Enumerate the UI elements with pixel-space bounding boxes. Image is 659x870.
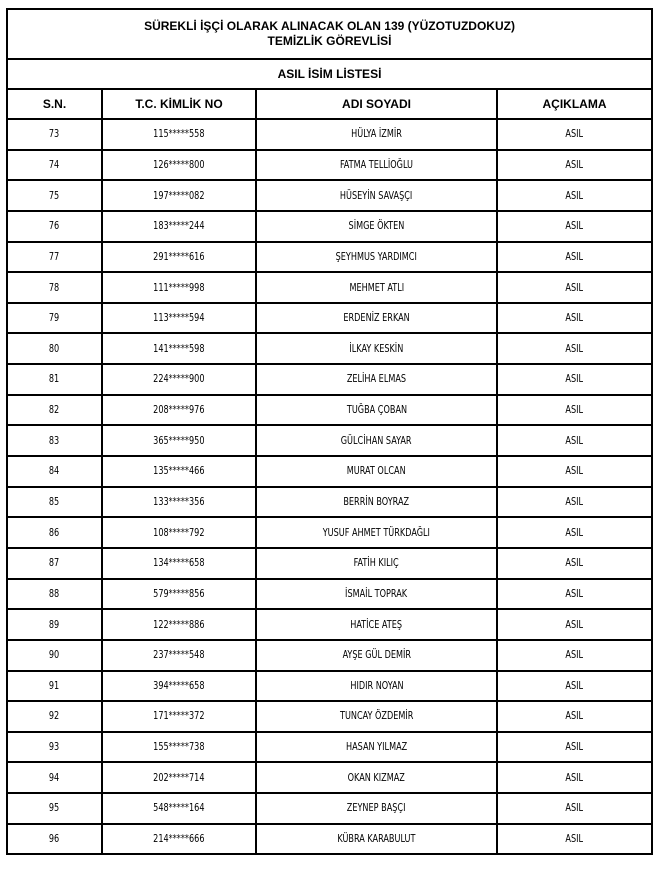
cell-sn-text: 79 — [49, 312, 60, 325]
cell-note-text: ASIL — [565, 434, 584, 447]
cell-note — [497, 609, 652, 640]
cell-note-text: ASIL — [565, 342, 584, 355]
cell-sn-text: 73 — [49, 128, 60, 141]
cell-note-text: ASIL — [565, 158, 584, 171]
cell-tc-no — [102, 609, 256, 640]
cell-sn — [7, 517, 102, 548]
cell-tc-no — [102, 333, 256, 364]
cell-note-text: ASIL — [565, 649, 584, 662]
title-line-2: TEMİZLİK GÖREVLİSİ — [267, 34, 392, 48]
cell-sn — [7, 180, 102, 211]
cell-name-text: ZELİHA ELMAS — [346, 373, 407, 386]
cell-tc-no — [102, 579, 256, 610]
cell-name — [256, 272, 497, 303]
table-row — [7, 303, 652, 334]
cell-note — [497, 364, 652, 395]
cell-tc-no-text: 394*****658 — [153, 679, 205, 692]
cell-sn — [7, 701, 102, 732]
cell-sn — [7, 395, 102, 426]
cell-note — [497, 762, 652, 793]
cell-tc-no-text: 365*****950 — [153, 434, 205, 447]
cell-sn-text: 85 — [49, 496, 60, 508]
cell-tc-no-text: 111*****998 — [153, 281, 205, 294]
cell-sn — [7, 824, 102, 855]
cell-sn — [7, 487, 102, 518]
table-row — [7, 456, 652, 487]
cell-sn-text: 76 — [49, 220, 60, 233]
header-note: AÇIKLAMA — [497, 89, 652, 119]
candidate-list-table — [6, 8, 653, 855]
cell-name-text: GÜLCİHAN SAYAR — [341, 434, 412, 447]
cell-note-text: ASIL — [565, 250, 584, 263]
cell-tc-no-text: 548*****164 — [153, 802, 205, 815]
cell-note — [497, 824, 652, 855]
cell-note — [497, 333, 652, 364]
cell-tc-no — [102, 242, 256, 273]
cell-name-text: FATİH KILIÇ — [353, 557, 400, 570]
cell-tc-no-text: 122*****886 — [153, 618, 205, 631]
cell-note — [497, 303, 652, 334]
cell-sn-text: 84 — [49, 465, 60, 478]
cell-tc-no — [102, 793, 256, 824]
cell-tc-no — [102, 180, 256, 211]
cell-note — [497, 671, 652, 702]
cell-name-text: FATMA TELLİOĞLU — [339, 158, 414, 171]
cell-name — [256, 119, 497, 150]
subtitle-row — [7, 59, 652, 89]
table-row — [7, 425, 652, 456]
table-row — [7, 671, 652, 702]
cell-tc-no — [102, 150, 256, 181]
cell-name — [256, 824, 497, 855]
cell-name — [256, 762, 497, 793]
cell-tc-no-text: 224*****900 — [153, 373, 205, 386]
table-row — [7, 487, 652, 518]
cell-note — [497, 180, 652, 211]
cell-sn-text: 95 — [49, 802, 60, 815]
cell-tc-no-text: 141*****598 — [153, 342, 205, 355]
cell-sn — [7, 609, 102, 640]
cell-name-text: HÜLYA İZMİR — [351, 128, 402, 141]
table-row — [7, 364, 652, 395]
cell-name-text: İLKAY KESKİN — [349, 342, 404, 355]
cell-note-text: ASIL — [565, 128, 584, 141]
cell-note-text: ASIL — [565, 465, 584, 478]
cell-name-text: HIDIR NOYAN — [349, 679, 404, 692]
cell-note-text: ASIL — [565, 587, 584, 600]
cell-note — [497, 119, 652, 150]
cell-note — [497, 701, 652, 732]
cell-tc-no — [102, 119, 256, 150]
cell-tc-no — [102, 211, 256, 242]
cell-name — [256, 242, 497, 273]
cell-name — [256, 303, 497, 334]
cell-tc-no — [102, 456, 256, 487]
cell-sn-text: 75 — [49, 189, 60, 202]
cell-sn — [7, 119, 102, 150]
cell-note — [497, 732, 652, 763]
document-title — [7, 9, 652, 59]
cell-note — [497, 517, 652, 548]
title-line-1: SÜREKLİ İŞÇİ OLARAK ALINACAK OLAN 139 (YÜZOTUZDOKUZ) — [144, 19, 515, 33]
cell-note — [497, 793, 652, 824]
cell-name-text: KÜBRA KARABULUT — [337, 833, 416, 846]
cell-tc-no — [102, 517, 256, 548]
cell-note — [497, 579, 652, 610]
table-row — [7, 701, 652, 732]
table-row — [7, 579, 652, 610]
cell-note-text: ASIL — [565, 404, 584, 417]
cell-name-text: HÜSEYİN SAVAŞÇI — [340, 189, 413, 202]
cell-note — [497, 640, 652, 671]
cell-sn — [7, 333, 102, 364]
cell-sn-text: 92 — [49, 710, 60, 723]
cell-note — [497, 456, 652, 487]
cell-sn — [7, 242, 102, 273]
list-subtitle: ASIL İSİM LİSTESİ — [7, 59, 652, 89]
cell-sn — [7, 211, 102, 242]
cell-tc-no — [102, 701, 256, 732]
cell-tc-no-text: 197*****082 — [153, 189, 205, 202]
header-name: ADI SOYADI — [256, 89, 497, 119]
cell-sn-text: 86 — [49, 526, 60, 539]
cell-tc-no-text: 579*****856 — [153, 587, 205, 600]
table-row — [7, 762, 652, 793]
cell-sn — [7, 762, 102, 793]
cell-name — [256, 793, 497, 824]
cell-sn-text: 94 — [49, 771, 60, 784]
cell-tc-no — [102, 671, 256, 702]
cell-sn — [7, 364, 102, 395]
cell-name-text: HASAN YILMAZ — [345, 741, 408, 754]
table-row — [7, 793, 652, 824]
cell-tc-no-text: 133*****356 — [153, 496, 205, 508]
title-row — [7, 9, 652, 59]
table-row — [7, 824, 652, 855]
cell-note — [497, 425, 652, 456]
cell-sn — [7, 793, 102, 824]
cell-sn — [7, 640, 102, 671]
cell-tc-no — [102, 425, 256, 456]
cell-name — [256, 456, 497, 487]
cell-sn — [7, 671, 102, 702]
cell-sn-text: 78 — [49, 281, 60, 294]
cell-sn-text: 89 — [49, 618, 60, 631]
cell-name-text: OKAN KIZMAZ — [347, 771, 406, 784]
cell-sn-text: 77 — [49, 250, 60, 263]
cell-note-text: ASIL — [565, 618, 584, 631]
cell-sn-text: 96 — [49, 833, 60, 846]
cell-name-text: İSMAİL TOPRAK — [345, 587, 408, 600]
cell-name — [256, 732, 497, 763]
cell-name — [256, 395, 497, 426]
cell-tc-no-text: 183*****244 — [153, 220, 205, 233]
table-row — [7, 272, 652, 303]
cell-name-text: MEHMET ATLI — [349, 281, 404, 294]
cell-name — [256, 425, 497, 456]
cell-name — [256, 364, 497, 395]
cell-sn-text: 91 — [49, 679, 60, 692]
cell-sn — [7, 456, 102, 487]
cell-note-text: ASIL — [565, 557, 584, 570]
cell-note-text: ASIL — [565, 741, 584, 754]
table-row — [7, 395, 652, 426]
cell-tc-no-text: 208*****976 — [153, 404, 205, 417]
cell-sn-text: 88 — [49, 587, 60, 600]
table-row — [7, 211, 652, 242]
cell-note-text: ASIL — [565, 771, 584, 784]
table-row — [7, 609, 652, 640]
cell-name-text: ERDENİZ ERKAN — [343, 312, 410, 325]
cell-sn-text: 83 — [49, 434, 60, 447]
table-body — [7, 119, 652, 854]
cell-sn-text: 93 — [49, 741, 60, 754]
cell-tc-no-text: 135*****466 — [153, 465, 205, 478]
cell-tc-no-text: 202*****714 — [153, 771, 205, 784]
cell-name-text: HATİCE ATEŞ — [350, 618, 403, 631]
cell-sn-text: 82 — [49, 404, 60, 417]
cell-name-text: ZEYNEP BAŞÇI — [347, 802, 406, 815]
table-row — [7, 150, 652, 181]
cell-name — [256, 333, 497, 364]
cell-name-text: TUĞBA ÇOBAN — [346, 404, 407, 417]
cell-name-text: MURAT OLCAN — [347, 465, 406, 478]
table-row — [7, 180, 652, 211]
cell-note-text: ASIL — [565, 679, 584, 692]
cell-note-text: ASIL — [565, 526, 584, 539]
cell-tc-no-text: 291*****616 — [153, 250, 205, 263]
cell-sn-text: 87 — [49, 557, 60, 570]
table-row — [7, 517, 652, 548]
cell-name — [256, 487, 497, 518]
header-sn: S.N. — [7, 89, 102, 119]
cell-name-text: SİMGE ÖKTEN — [348, 220, 405, 233]
cell-tc-no-text: 237*****548 — [153, 649, 205, 662]
cell-note-text: ASIL — [565, 281, 584, 294]
cell-name — [256, 548, 497, 579]
cell-note-text: ASIL — [565, 833, 584, 846]
cell-note — [497, 487, 652, 518]
cell-name — [256, 150, 497, 181]
cell-name — [256, 701, 497, 732]
cell-name-text: YUSUF AHMET TÜRKDAĞLI — [322, 526, 431, 539]
cell-sn — [7, 150, 102, 181]
cell-tc-no-text: 113*****594 — [153, 312, 205, 325]
cell-tc-no — [102, 824, 256, 855]
cell-tc-no — [102, 762, 256, 793]
cell-sn — [7, 303, 102, 334]
table-row — [7, 732, 652, 763]
cell-note-text: ASIL — [565, 710, 584, 723]
cell-sn — [7, 425, 102, 456]
cell-note — [497, 272, 652, 303]
cell-name-text: AYŞE GÜL DEMİR — [342, 649, 411, 662]
header-row — [7, 89, 652, 119]
cell-tc-no — [102, 640, 256, 671]
cell-name-text: BERRİN BOYRAZ — [343, 496, 410, 508]
table-row — [7, 242, 652, 273]
cell-note — [497, 211, 652, 242]
cell-note — [497, 150, 652, 181]
cell-tc-no — [102, 732, 256, 763]
cell-tc-no — [102, 364, 256, 395]
cell-name — [256, 180, 497, 211]
cell-note — [497, 242, 652, 273]
cell-name — [256, 640, 497, 671]
cell-note-text: ASIL — [565, 373, 584, 386]
cell-sn — [7, 548, 102, 579]
cell-note — [497, 395, 652, 426]
cell-tc-no-text: 108*****792 — [153, 526, 205, 539]
cell-tc-no-text: 214*****666 — [153, 833, 205, 846]
cell-name — [256, 211, 497, 242]
cell-tc-no — [102, 548, 256, 579]
cell-tc-no — [102, 303, 256, 334]
cell-tc-no-text: 171*****372 — [153, 710, 205, 723]
cell-tc-no — [102, 272, 256, 303]
cell-name — [256, 671, 497, 702]
cell-note-text: ASIL — [565, 802, 584, 815]
header-tc-no: T.C. KİMLİK NO — [102, 89, 256, 119]
cell-tc-no-text: 155*****738 — [153, 741, 205, 754]
table-row — [7, 548, 652, 579]
cell-tc-no — [102, 395, 256, 426]
cell-sn-text: 90 — [49, 649, 60, 662]
cell-sn — [7, 579, 102, 610]
cell-tc-no — [102, 487, 256, 518]
cell-name — [256, 579, 497, 610]
cell-note-text: ASIL — [565, 312, 584, 325]
cell-note-text: ASIL — [565, 189, 584, 202]
cell-note-text: ASIL — [565, 220, 584, 233]
cell-tc-no-text: 134*****658 — [153, 557, 205, 570]
cell-tc-no-text: 126*****800 — [153, 158, 205, 171]
table-row — [7, 333, 652, 364]
cell-name — [256, 517, 497, 548]
cell-sn-text: 74 — [49, 158, 60, 171]
table-row — [7, 640, 652, 671]
cell-tc-no-text: 115*****558 — [153, 128, 205, 141]
cell-name-text: TUNCAY ÖZDEMİR — [339, 710, 414, 723]
cell-sn-text: 81 — [49, 373, 60, 386]
cell-sn — [7, 272, 102, 303]
cell-note-text: ASIL — [565, 496, 584, 508]
cell-sn-text: 80 — [49, 342, 60, 355]
cell-name — [256, 609, 497, 640]
table-row — [7, 119, 652, 150]
cell-name-text: ŞEYHMUS YARDIMCI — [335, 250, 418, 263]
cell-note — [497, 548, 652, 579]
cell-sn — [7, 732, 102, 763]
